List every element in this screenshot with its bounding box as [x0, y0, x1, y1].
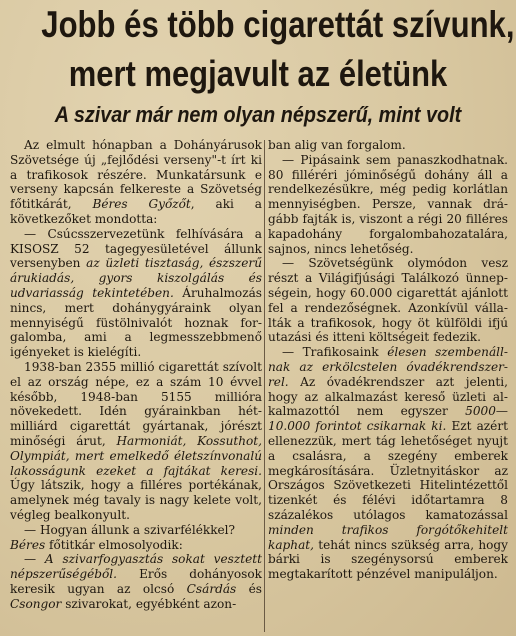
text-italic: Béres	[10, 537, 46, 552]
text: , aki a következőket mondotta:	[10, 197, 262, 226]
paragraph	[10, 227, 262, 360]
text: Áruhalmozás nincs, mert dohánygyáraink olyan mennyiségű füstölnivalót hoznak forgalomba, ami a legmesszebbmenő igényeket is kielégíti.	[10, 285, 262, 360]
paragraph	[10, 552, 262, 611]
subheadline: A szivar már nem olyan népszerű, mint volt	[54, 102, 462, 127]
text-italic: Harmoniát, Kossuthot, Olympiát, mert emelkedő életszínvonalú lakosságunk ezeket a fajtákat keresi.	[10, 433, 262, 478]
text: Erős dohányosok keresik ugyan az olcsó	[10, 567, 262, 596]
text-italic: Csárdás	[186, 581, 237, 596]
text: Úgy látszik, hogy a filléres portékának, amelynek még tavaly is nagy kelete volt, végleg bealkonyult.	[10, 478, 262, 522]
text-italic: A szivarfogyasztás sokat vesztett népszerűségéből.	[10, 552, 262, 582]
text-italic: Béres Győzőt	[92, 197, 191, 212]
paragraph: — Szövetségünk olymódon vesz részt a Világifjúsági Találkozó ünnepségein, hogy 60.000 cigarettát ajánlott fel a rendezőségnek. Azonkívül vállalták a trafikosok, hogy öt külföldi ifjú utazási és itteni költségeit fedezik.	[268, 256, 508, 345]
text: tehát nincs szükség arra, hogy bárki is szegénysorsú emberek megtakarított pénzével manipuláljon.	[268, 537, 508, 582]
headline-line-1: Jobb és több cigarettát szívunk,	[41, 4, 515, 45]
text: Ezt azért ellenezzük, mert tág lehetőséget nyujt a csalásra, a szegény emberek megkárosítására. Üzletnyitáskor az Országos Szövetkezeti Hitelintézettől tizenkét és félévi időtartamra 8 százalékos utólagos kamatozással	[268, 419, 508, 522]
paragraph: — Pipásaink sem panaszkodhatnak. 80 filléréri jóminőségű dohány áll a rendelkezésükre, még pedig korlátlan mennyiségben. Persze, vannak drágább fajták is, viszont a régi 20 filléres kapadohány forgalombahozatalára, sajnos, nincs lehetőség.	[268, 152, 508, 256]
article-left-column	[10, 138, 262, 612]
text-italic: az üzleti tisztaság, észszerű árukiadás, gyors kiszolgálás és udvariasság tekintetében.	[10, 256, 262, 300]
paragraph	[268, 345, 508, 582]
paragraph: ban alig van forgalom.	[268, 138, 406, 152]
column-divider	[264, 140, 265, 632]
paragraph: — Hogyan állunk a szivarfélékkel?	[24, 522, 236, 537]
article-right-column	[268, 138, 508, 582]
paragraph	[10, 538, 262, 553]
text: 1938-ban 2355 millió cigarettát szívolt el az ország népe, ez a szám 10 évvel később, 1948-ban 5155 millióra növekedett. Idén gyárainkban hétmilliárd cigarettát gyártanak, jórészt minőségi árut,	[10, 359, 262, 448]
text: —	[24, 552, 45, 567]
paragraph	[10, 360, 262, 523]
text: főtitkár elmosolyodik:	[45, 537, 183, 552]
text: — Trafikosaink	[282, 345, 388, 360]
text: Az elmult hónapban a Dohányárusok Szövetsége új „fejlődési verseny"-t írt ki a trafikosok részére. Munkatársunk e verseny kapcsán felkereste a Szövetség főtitkárát,	[10, 138, 262, 212]
text: szivarokat, egyébként azon-	[61, 596, 237, 611]
text: és	[236, 581, 262, 596]
text-italic: Csongor	[10, 596, 62, 611]
text-italic: minden trafikos forgótőkehitelt kaphat,	[268, 522, 508, 552]
text: Az óvadékrendszer azt jelenti, hogy az alkalmazást kereső üzleti alkalmazottól nem egyszer	[268, 374, 508, 419]
paragraph	[10, 138, 262, 227]
text-italic: 5000—10.000 forintot csikarnak ki.	[268, 404, 508, 434]
text: — Csúcsszervezetünk felhívására a KISOSZ 52 tagegyesületével állunk versenyben	[10, 226, 262, 271]
headline-line-2: mert megjavult az életünk	[68, 53, 448, 94]
text-italic: élesen szembenállnak az erkölcstelen óvadékrendszerrel.	[268, 345, 508, 389]
